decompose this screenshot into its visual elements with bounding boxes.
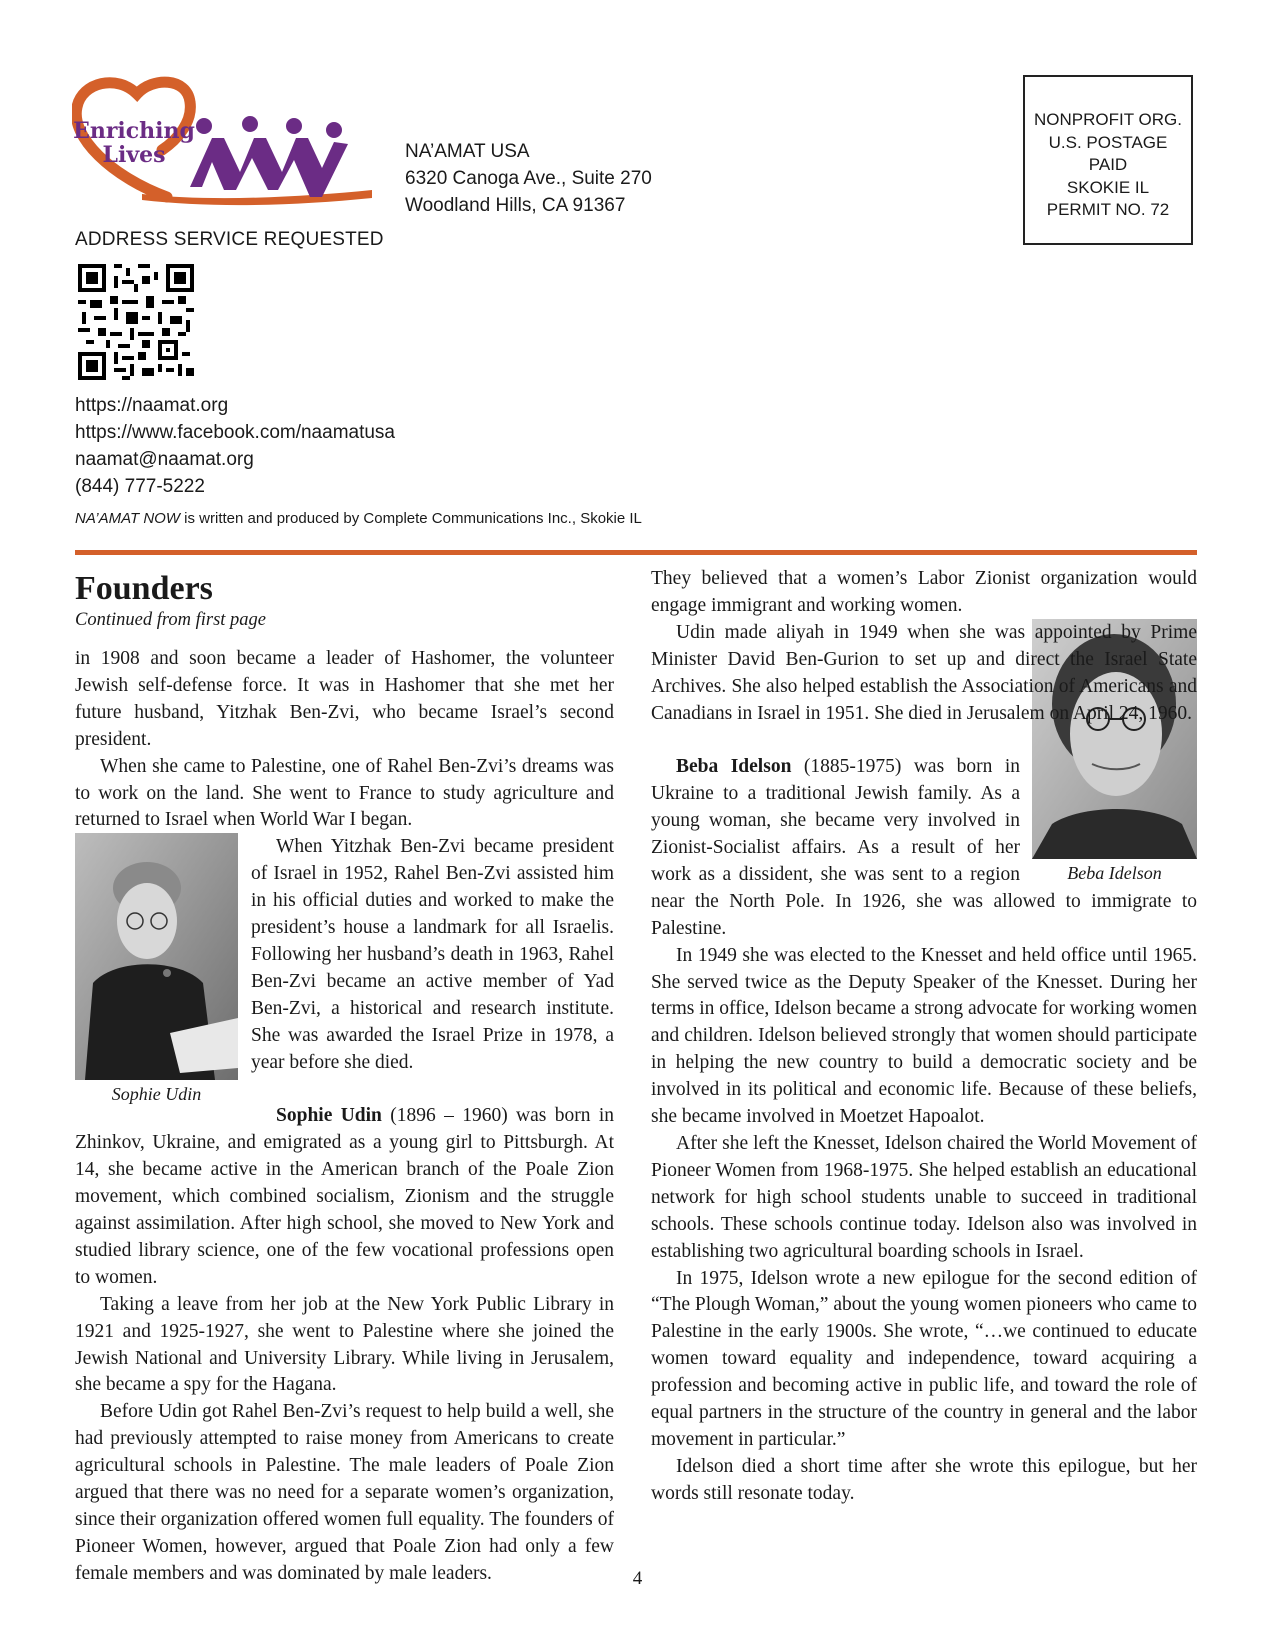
article-paragraph: Taking a leave from her job at the New York Public Library in 1921 and 1925-1927, she went to Palestine where she joined the Jewish National and University Library. While living in Jerusalem, she became a spy for the Hagana. [75,1293,614,1396]
article-paragraph: In 1975, Idelson wrote a new epilogue for the second edition of “The Plough Woman,” about the young women pioneers who came to Palestine in the early 1900s. She wrote, “…we continued to educate women toward equality and independence, toward acquiring a profession and becoming active in public life, and toward the role of equal partners in the structure of the country in general and the labor movement in particular.” [651,1267,1197,1450]
logo-tagline-line1: Enriching [73,118,195,144]
figures-icon [190,116,348,197]
section-divider [75,550,1197,555]
article-paragraph: Sophie Udin (1896 – 1960) was born in Zhinkov, Ukraine, and emigrated as a young girl to Pittsburgh. At 14, she became active in the American branch of the Poale Zion movement, which combined socialism, Zionism and the struggle against assimilation. After high school, she moved to New York and studied library science, one of the few vocational professions open to women. [75,1105,614,1288]
article-column-right [651,566,1197,1508]
org-city: Woodland Hills, CA 91367 [405,195,626,216]
article-paragraph: When she came to Palestine, one of Rahel Ben-Zvi’s dreams was to work on the land. She went to France to study agriculture and returned to Israel when World War I began. [75,755,614,831]
phone-number: (844) 777-5222 [75,476,205,497]
postage-line-2: U.S. POSTAGE [1048,132,1168,152]
profile-name: Beba Idelson [676,756,792,778]
swoosh-underline [142,190,372,205]
article-paragraph: in 1908 and soon became a leader of Hashomer, the volunteer Jewish self-defense force. It was in Hashomer that she met her future husband, Yitzhak Ben-Zvi, who became Israel’s second president. [75,648,614,750]
article-paragraph: In 1949 she was elected to the Knesset and held office until 1965. She served twice as the Deputy Speaker of the Knesset. During her terms in office, Idelson became a strong advocate for working women and children. Idelson believed strongly that women should participate in helping the new country to build a democratic society and be involved in its political and economic life. Because of these beliefs, she became involved in Moetzet Hapoalot. [651,944,1197,1128]
postage-line-1: NONPROFIT ORG. [1034,110,1182,129]
photo-caption: Beba Idelson [1067,863,1162,884]
contact-info [75,392,395,500]
article-column-left [75,566,614,1588]
address-service-requested: ADDRESS SERVICE REQUESTED [75,229,384,250]
postage-line-5: PERMIT NO. 72 [1046,200,1170,219]
qr-code-icon [78,264,194,380]
article-paragraph: They believed that a women’s Labor Zionist organization would engage immigrant and working women. [651,568,1197,616]
org-name: NA’AMAT USA [405,141,530,162]
page-number: 4 [632,1568,643,1589]
postage-line-3: PAID [1088,155,1128,174]
article-paragraph: Beba Idelson (1885-1975) was born in Ukraine to a traditional Jewish family. As a young woman, she became very involved in Zionist-Socialist affairs. As a result of her work as a dissident, she was sent to a region near the North Pole. In 1926, she was allowed to immigrate to Palestine. [651,756,1197,939]
article-paragraph: When Yitzhak Ben-Zvi became president of Israel in 1952, Rahel Ben-Zvi assisted him in his official duties and worked to make the president’s house a landmark for all Israelis. Following her husband’s death in 1963, Rahel Ben-Zvi became an active member of Yad Ben-Zvi, a historical and research institute. She was awarded the Israel Prize in 1978, a year before she died. [251,836,614,1073]
org-street: 6320 Canoga Ave., Suite 270 [405,168,652,189]
postage-line-4: SKOKIE IL [1066,177,1150,197]
naamat-logo [72,72,377,212]
facebook-link[interactable]: https://www.facebook.com/naamatusa [75,422,395,443]
article-title: Founders [75,570,213,607]
return-address [405,138,652,219]
article-paragraph: Udin made aliyah in 1949 when she was appointed by Prime Minister David Ben-Gurion to set up and direct the Israel State Archives. She also helped establish the Association of Americans and Canadians in Israel in 1951. She died in Jerusalem on April 24, 1960. [651,621,1197,724]
postage-indicia [1023,75,1193,245]
continued-note: Continued from first page [75,610,266,630]
publication-name: NA’AMAT NOW [75,510,180,527]
article-paragraph: Before Udin got Rahel Ben-Zvi’s request to help build a well, she had previously attempted to raise money from Americans to create agricultural schools in Palestine. The male leaders of Poale Zion argued that there was no need for a separate women’s organization, since their organization offered women full equality. The founders of Pioneer Women, however, argued that Poale Zion had only a few female members and was dominated by male leaders. [75,1401,614,1584]
logo-tagline-line2: Lives [102,142,166,168]
article-paragraph: Idelson died a short time after she wrote this epilogue, but her words still resonate today. [651,1455,1197,1504]
portrait-image [75,833,238,1080]
photo-sophie-udin [75,833,238,1106]
photo-caption: Sophie Udin [111,1084,202,1105]
article-paragraph: After she left the Knesset, Idelson chaired the World Movement of Pioneer Women from 1968-1975. She helped establish an educational network for high school students unable to succeed in traditional schools. These schools continue today. Idelson also was involved in establishing two agricultural boarding schools in Israel. [651,1133,1197,1262]
profile-name: Sophie Udin [276,1105,382,1127]
website-link[interactable]: https://naamat.org [75,395,229,416]
production-credit [75,510,642,527]
credit-text: is written and produced by Complete Communications Inc., Skokie IL [180,510,642,527]
email-link[interactable]: naamat@naamat.org [75,449,254,470]
